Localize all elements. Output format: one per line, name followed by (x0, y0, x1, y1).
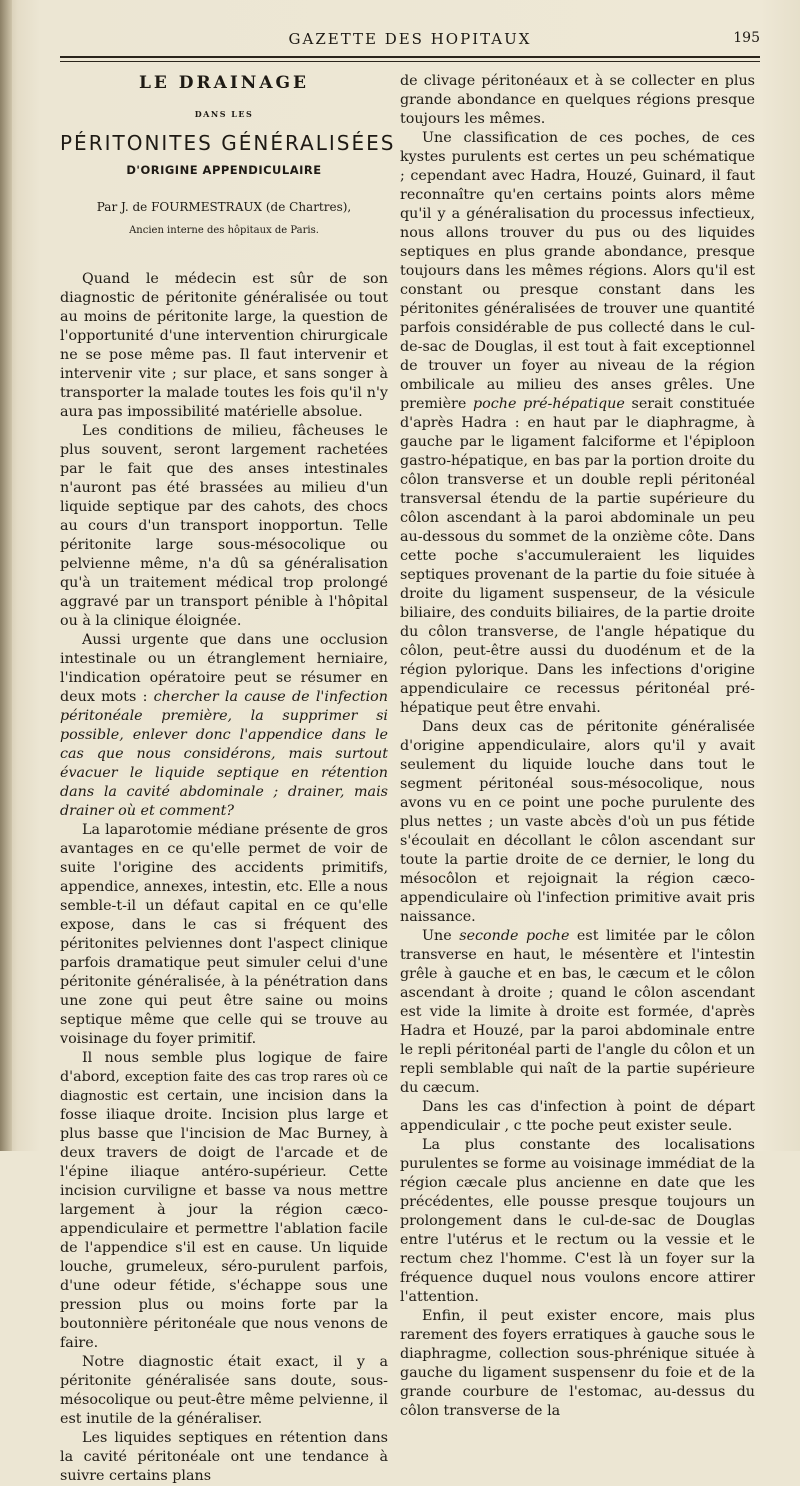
paragraph: de clivage péritonéaux et à se collecter en plus grande abondance en quelques régions presque toujours les mêmes. (400, 73, 755, 127)
binding-edge (0, 0, 12, 1151)
paragraph: Les conditions de milieu, fâcheuses le plus souvent, seront largement rachetées par le fait que des anses intestinales n'auront pas été brassées au milieu d'un liquide septique par des cahots, des chocs au cours d'un transport inopportun. Telle péritonite large sous-mésocolique ou pelvienne même, n'a dû sa généralisation qu'à un traitement médical trop prolongé aggravé par un transport pénible à l'hôpital ou à la clinique éloignée. (60, 423, 388, 629)
article-title: LE DRAINAGE (138, 73, 310, 93)
author-affiliation: Ancien interne des hôpitaux de Paris. (129, 225, 319, 236)
article-main-title: PÉRITONITES GÉNÉRALISÉES (60, 131, 396, 155)
article-title-block (60, 73, 396, 240)
paragraph (400, 129, 755, 718)
page-number: 195 (733, 30, 760, 46)
paragraph-text: Une (422, 928, 460, 944)
paragraph-text: Une classification de ces poches, de ces kystes purulents est certes un peu schématique ; cependant avec Hadra, Houzé, Guinard, il faut reconnaître qu'en certains points alors même qu'il y a généralisation du processus infectieux, nous allons trouver du pus ou des liquides septiques en plus grande abondance, presque toujours dans les mêmes régions. Alors qu'il est constant ou presque constant dans les péritonites généralisées de trouver une quantité parfois considérable de pus collecté dans le cul-de-sac de Douglas, il est tout à fait exceptionnel de trouver un foyer au niveau de la région ombilicale au milieu des anses grêles. Une première (400, 130, 755, 412)
left-column (60, 72, 396, 1486)
running-header (60, 30, 760, 52)
article-title-connector: DANS LES (194, 109, 254, 119)
right-column (400, 72, 755, 1421)
paragraph-text: serait constituée d'après Hadra : en haut par le diaphragme, à gauche par le ligament falciforme et l'épiploon gastro-hépatique, en bas par la portion droite du côlon transverse et un double repli péritonéal transversal étendu de la partie supérieure du côlon ascendant à la paroi abdominale un peu au-dessous du sommet de la onzième côte. Dans cette poche s'accumuleraient les liquides septiques provenant de la partie du foie située à droite du ligament suspenseur, de la vésicule biliaire, des conduits biliaires, de la partie droite du côlon transverse, de l'angle hépatique du côlon, peut-être aussi du duodénum et de la région pylorique. Dans les infections d'origine appendiculaire ce recessus péritonéal pré-hépatique peut être envahi. (400, 396, 755, 716)
paragraph-text: est limitée par le côlon transverse en haut, le mésentère et l'intestin grêle à gauche et en bas, le cæcum et le côlon ascendant à droite ; quand le côlon ascendant est vide la limite à droite est formée, d'après Hadra et Houzé, par la paroi abdominale entre le repli péritonéal parti de l'angle du côlon et un repli semblable qui naît de la partie supérieure du cæcum. (400, 928, 755, 1096)
paragraph: Dans les cas d'infection à point de départ appendiculair , c tte poche peut exister seule. (400, 1099, 755, 1134)
small-print-text: exception faite des cas trop rares où ce diagnostic (60, 1070, 388, 1104)
header-rule-thin (60, 61, 760, 62)
header-rule-thick (60, 56, 760, 58)
paragraph (60, 631, 388, 821)
title-spacer (60, 250, 388, 270)
running-title: GAZETTE DES HOPITAUX (288, 30, 532, 48)
article-subtitle: D'ORIGINE APPENDICULAIRE (126, 163, 322, 177)
paragraph: Notre diagnostic était exact, il y a péritonite généralisée sans doute, sous-mésocolique ou peut-être même pelvienne, il est inutile de la généraliser. (60, 1354, 388, 1427)
paragraph: Quand le médecin est sûr de son diagnostic de péritonite généralisée ou tout au moins de péritonite large, la question de l'opportunité d'une intervention chirurgicale ne se pose même pas. Il faut intervenir et intervenir vite ; sur place, et sans songer à transporter la malade toutes les fois qu'il n'y aura pas impossibilité matérielle absolue. (60, 271, 388, 420)
emphasized-text: poche pré-hépatique (473, 396, 625, 412)
paragraph: Dans deux cas de péritonite généralisée d'origine appendiculaire, alors qu'il y avait seulement du liquide louche dans tout le segment péritonéal sous-mésocolique, nous avons vu en ce point une poche purulente des plus nettes ; un vaste abcès d'où un pus fétide s'écoulait en décollant le côlon ascendant sur toute la partie droite de ce dernier, le long du mésocôlon et rejoignait la région cæco-appendiculaire où l'infection primitive avait pris naissance. (400, 719, 755, 925)
paragraph (400, 927, 755, 1098)
paragraph: Enfin, il peut exister encore, mais plus rarement des foyers erratiques à gauche sous le diaphragme, collection sous-phrénique située à gauche du ligament suspensenr du foie et de la grande courbure de l'estomac, au-dessus du côlon transverse de la (400, 1308, 755, 1419)
paragraph-text: Il nous semble plus logique de faire d'abord, (60, 1050, 388, 1085)
paragraph (60, 1049, 388, 1353)
emphasized-text: chercher la cause de l'infection péritonéale première, la supprimer si possible, enlever donc l'appendice dans le cas que nous considérons, mais surtout évacuer le liquide septique en rétention dans la cavité abdominale ; drainer, mais drainer où et comment? (60, 689, 388, 819)
paragraph: La laparotomie médiane présente de gros avantages en ce qu'elle permet de voir de suite l'origine des accidents primitifs, appendice, annexes, intestin, etc. Elle a nous semble-t-il un défaut capital en ce qu'elle expose, dans le cas si fréquent des péritonites pelviennes dont l'aspect clinique parfois dramatique peut simuler celui d'une péritonite généralisée, à la pénétration dans une zone qui peut être saine ou moins septique même que celle qui se trouve au voisinage du foyer primitif. (60, 822, 388, 1047)
paragraph: La plus constante des localisations purulentes se forme au voisinage immédiat de la région cæcale plus ancienne en date que les précédentes, elle pousse presque toujours un prolongement dans le cul-de-sac de Douglas entre l'utérus et le rectum ou la vessie et le rectum chez l'homme. C'est là un foyer sur la fréquence duquel nous voulons encore attirer l'attention. (400, 1137, 755, 1305)
paragraph-text: Aussi urgente que dans une occlusion intestinale ou un étranglement herniaire, l'indication opératoire peut se résumer en deux mots : (60, 632, 388, 705)
paragraph: Les liquides septiques en rétention dans la cavité péritonéale ont une tendance à suivre certains plans (60, 1430, 388, 1484)
paragraph-text: est certain, une incision dans la fosse iliaque droite. Incision plus large et plus basse que l'incision de Mac Burney, à deux travers de doigt de l'arcade et de l'épine iliaque antéro-supérieur. Cette incision curviligne et basse va nous mettre largement à jour la région cæco-appendiculaire et permettre l'ablation facile de l'appendice s'il est en cause. Un liquide louche, grumeleux, séro-purulent parfois, d'une odeur fétide, s'échappe sous une pression plus ou moins forte par la boutonnière péritonéale que nous venons de faire. (60, 1088, 388, 1351)
article-author: Par J. de FOURMESTRAUX (de Chartres), (96, 200, 352, 214)
emphasized-text: seconde poche (459, 928, 570, 944)
